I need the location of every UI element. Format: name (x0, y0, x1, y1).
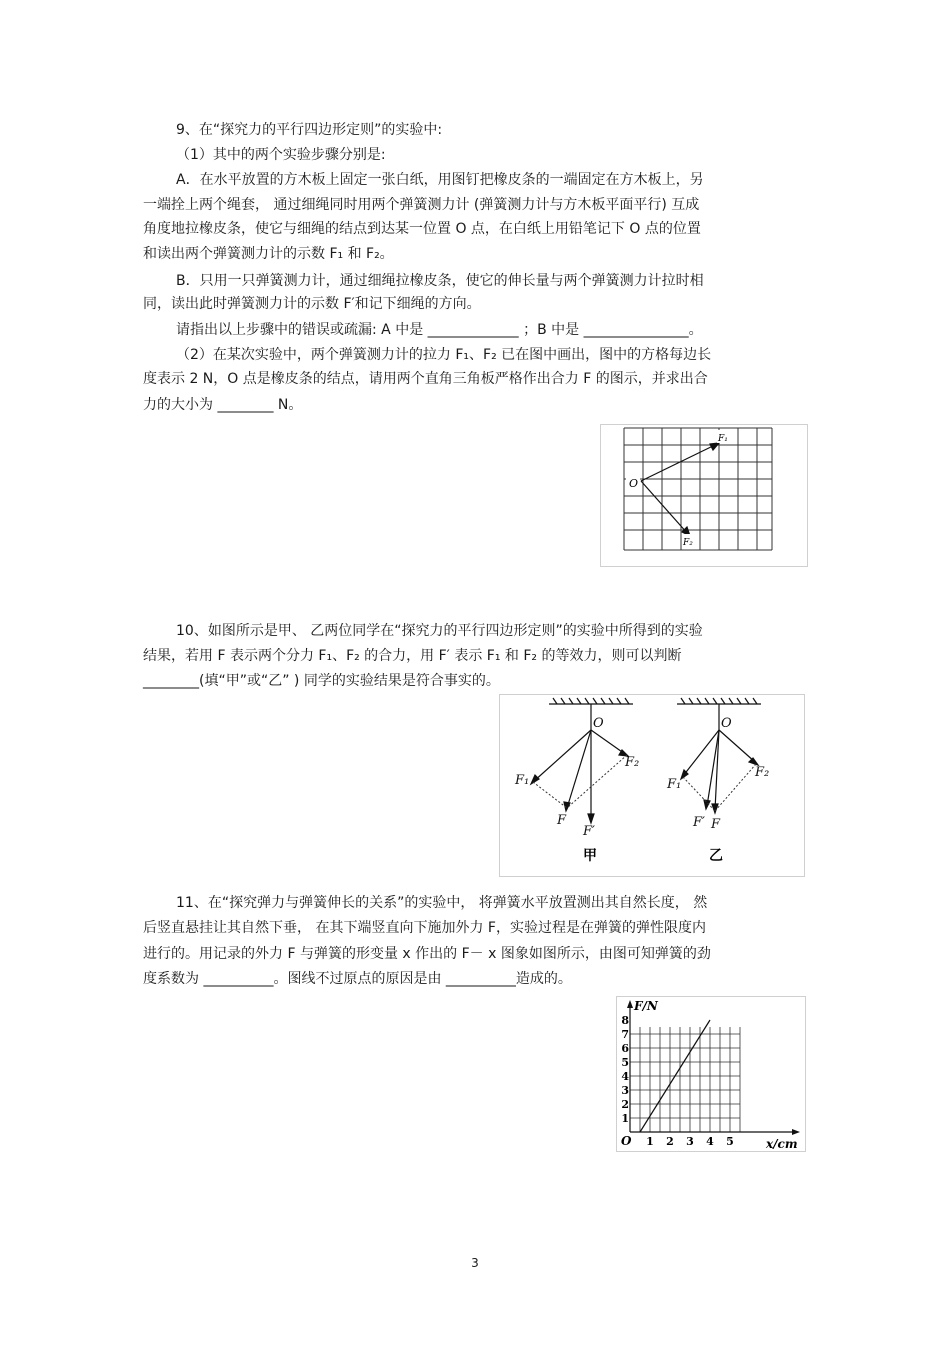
q11-line-2: 后竖直悬挂让其自然下垂， 在其下端竖直向下施加外力 F，实验过程是在弹簧的弹性限度内 (143, 920, 706, 936)
q10b-label-fp: F′ (693, 815, 705, 830)
page-number: 3 (471, 1256, 479, 1270)
q10-line-1: 10、如图所示是甲、 乙两位同学在“探究力的平行四边形定则”的实验中所得到的实验 (176, 623, 703, 639)
q9-label-o: O (629, 477, 639, 490)
q10a-label-f1: F₁ (515, 773, 530, 788)
q9-line-4: 一端拴上两个绳套， 通过细绳同时用两个弹簧测力计 (弹簧测力计与方木板平面平行) 互成 (143, 197, 700, 213)
q10b-label-f1: F₁ (667, 777, 682, 792)
q10-caption-yi: 乙 (709, 848, 723, 864)
q9-line-9: 请指出以上步骤中的错误或疏漏: A 中是 _____________ ；B 中是 _______________。 (176, 322, 703, 338)
x-axis-label: x/cm (766, 1137, 798, 1151)
x-tick-label: 1 (646, 1135, 654, 1148)
q10-line-3: ________(填“甲”或“乙” ) 同学的实验结果是符合事实的。 (143, 673, 500, 689)
q9-line-11: 度表示 2 N，O 点是橡皮条的结点，请用两个直角三角板严格作出合力 F 的图示，并求出合 (143, 371, 708, 387)
q9-line-7: B．只用一只弹簧测力计，通过细绳拉橡皮条，使它的伸长量与两个弹簧测力计拉时相 (176, 273, 704, 289)
q10a-label-o: O (593, 716, 604, 731)
q9-label-f1: F₁ (718, 434, 728, 444)
q10-caption-jia: 甲 (583, 848, 597, 864)
q9-line-6: 和读出两个弹簧测力计的示数 F₁ 和 F₂。 (143, 246, 394, 262)
y-tick-label: 4 (621, 1070, 629, 1083)
q11-line-3: 进行的。用记录的外力 F 与弹簧的形变量 x 作出的 F－ x 图象如图所示，由图可知弹簧的劲 (143, 946, 711, 962)
origin-label: O (621, 1134, 632, 1148)
q9-line-5: 角度地拉橡皮条，使它与细绳的结点到达某一位置 O 点，在白纸上用铅笔记下 O 点的位置 (143, 221, 701, 237)
q10a-label-f2: F₂ (625, 755, 640, 770)
q10b-label-f: F (711, 817, 721, 832)
y-tick-label: 7 (621, 1028, 629, 1041)
q10b-label-o: O (721, 716, 732, 731)
q9-line-3: A．在水平放置的方木板上固定一张白纸，用图钉把橡皮条的一端固定在方木板上，另 (176, 172, 704, 188)
q11-line-4: 度系数为 __________。图线不过原点的原因是由 __________造成的。 (143, 971, 572, 987)
q9-line-1: 9、在“探究力的平行四边形定则”的实验中: (176, 122, 443, 138)
y-tick-label: 5 (621, 1056, 629, 1069)
y-tick-label: 8 (621, 1014, 629, 1027)
y-tick-label: 2 (621, 1098, 629, 1111)
y-tick-label: 6 (621, 1042, 629, 1055)
x-tick-label: 4 (706, 1135, 714, 1148)
y-tick-label: 1 (621, 1112, 629, 1125)
x-tick-label: 5 (726, 1135, 734, 1148)
q10b-label-f2: F₂ (755, 765, 770, 780)
q10a-label-fp: F′ (583, 824, 595, 839)
q10-line-2: 结果，若用 F 表示两个分力 F₁、F₂ 的合力，用 F′ 表示 F₁ 和 F₂ 的等效力，则可以判断 (143, 648, 682, 664)
q9-line-8: 同，读出此时弹簧测力计的示数 F′和记下细绳的方向。 (143, 296, 481, 312)
q9-force-grid-figure (600, 424, 808, 567)
q10-comparison-figure (499, 694, 805, 877)
y-tick-label: 3 (621, 1084, 629, 1097)
q9-line-10: （2）在某次实验中，两个弹簧测力计的拉力 F₁、F₂ 已在图中画出，图中的方格每边长 (176, 347, 712, 363)
x-tick-label: 2 (666, 1135, 674, 1148)
q9-line-2: （1）其中的两个实验步骤分别是: (176, 147, 386, 163)
x-tick-label: 3 (686, 1135, 694, 1148)
y-axis-label: F/N (634, 999, 658, 1013)
q11-line-1: 11、在“探究弹力与弹簧伸长的关系”的实验中， 将弹簧水平放置测出其自然长度， 然 (176, 895, 708, 911)
q9-label-f2: F₂ (683, 538, 693, 548)
q10a-label-f: F (557, 813, 567, 828)
q11-fx-chart (616, 996, 806, 1152)
q9-line-12: 力的大小为 ________ N。 (143, 397, 303, 413)
